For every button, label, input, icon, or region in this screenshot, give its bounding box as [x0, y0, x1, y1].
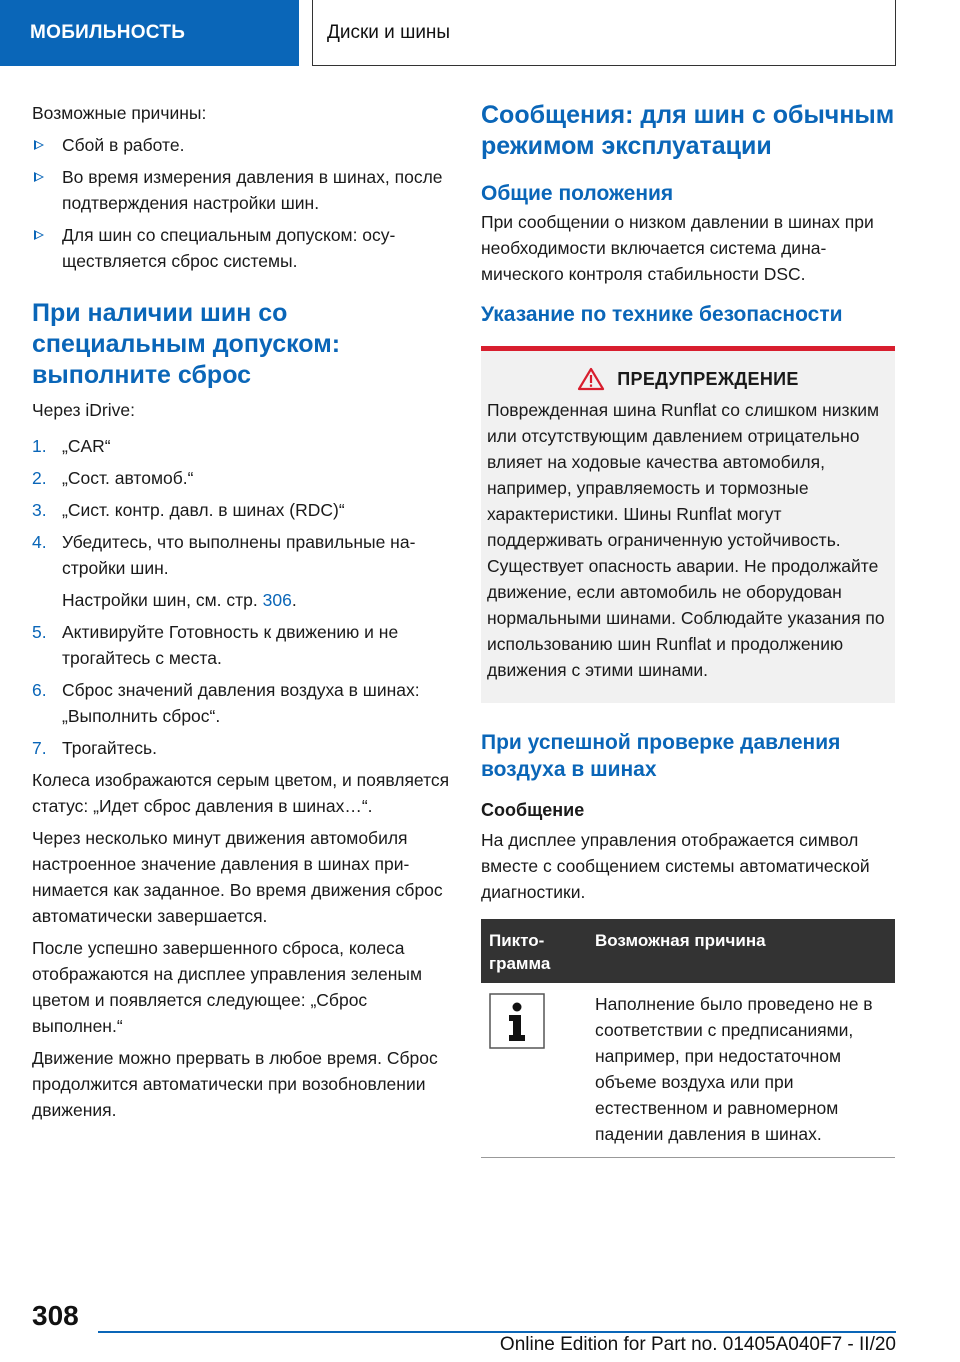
step-item: 4. Убедитесь, что выполнены правильные настройки шин. [32, 532, 416, 578]
step-item: 1. „CAR“ [32, 436, 111, 456]
step-item: 3. „Сист. контр. давл. в шинах (RDC)“ [32, 500, 345, 520]
table-header: Возможная причина [587, 919, 895, 983]
subheading-check: При успешной проверке давления воздуха в шинах [481, 731, 841, 781]
step-item: 6. Сброс значений давления воздуха в шинах: „Выполнить сброс“. [32, 680, 420, 726]
warning-triangle-icon [577, 367, 605, 391]
warning-text: Поврежденная шина Runflat со слишком низким или отсутствующим давлением отрицательно влияет на ходовые качества автомобиля, например, управляемость и тормозные характеристики. Шины Runflat могут поддерживать ограниченную устойчивость. Существует опасность аварии. Не продолжайте движение, если автомобиль не оборудован нормальными шинами. Соблюдайте указания по использованию шин Runflat и продолжению движения с этими шинами. [487, 400, 885, 680]
bullet-icon [34, 230, 44, 240]
page-link[interactable]: 306 [262, 590, 292, 610]
chapter-title: Диски и шины [312, 0, 896, 66]
list-item: Во время измерения давления в шинах, после подтверждения настройки шин. [32, 164, 452, 216]
paragraph: После успешно завершенного сброса, колеса отображаются на дисплее управления зеленым цветом и появляется следующее: „Сброс выполнен.“ [32, 938, 422, 1036]
bullet-icon [34, 172, 44, 182]
via-label: Через iDrive: [32, 400, 135, 420]
section-heading: Сообщения: для шин с обычным режимом эксплуатации [481, 101, 895, 160]
right-column [481, 100, 895, 1158]
warning-title: ПРЕДУПРЕЖДЕНИЕ [617, 368, 799, 389]
step-note: Настройки шин, см. стр. 306. [62, 590, 297, 610]
table-row [481, 983, 895, 1158]
footer-edition: Online Edition for Part no. 01405A040F7 - II/20 [499, 1334, 896, 1355]
paragraph: На дисплее управления отображается символ вместе с сообщением системы автоматической диагностики. [481, 830, 870, 902]
pictogram-table [481, 919, 895, 1158]
paragraph: Через несколько минут движения автомобиля настроенное значение давления в шинах принимается как заданное. Во время движения сброс автоматически завершается. [32, 828, 443, 926]
subheading-general: Общие положения [481, 182, 674, 205]
section-title: МОБИЛЬНОСТЬ [0, 0, 299, 66]
section-heading: При наличии шин со специальным допуском: выполните сброс [32, 299, 341, 389]
step-item: 5. Активируйте Готовность к движению и не трогайтесь с места. [32, 622, 399, 668]
step-item: 2. „Сост. автомоб.“ [32, 468, 194, 488]
paragraph: Колеса изображаются серым цветом, и появляется статус: „Идет сброс давления в шинах…“. [32, 770, 450, 816]
table-header: Пиктограмма [481, 919, 587, 983]
list-item: Для шин со специальным допуском: осуществляется сброс системы. [32, 222, 452, 274]
subheading-message: Сообщение [481, 800, 585, 820]
subheading-safety: Указание по технике безопасности [481, 303, 843, 326]
step-item: 7. Трогайтесь. [32, 738, 157, 758]
footer-rule [98, 1331, 896, 1333]
table-cell: Наполнение было проведено не в соответствии с предписаниями, например, при недостаточном объеме воздуха или при естественном и равномерном падении давления в шинах. [587, 983, 895, 1158]
causes-intro: Возможные причины: [32, 103, 207, 123]
warning-box [481, 351, 895, 703]
paragraph: При сообщении о низком давлении в шинах при необходимости включается система динамического контроля стабильности DSC. [481, 212, 874, 284]
paragraph: Движение можно прервать в любое время. Сброс продолжится автоматически при возобновлении движения. [32, 1048, 438, 1120]
info-icon [489, 993, 545, 1049]
page-number: 308 [32, 1300, 79, 1331]
bullet-icon [34, 140, 44, 150]
left-column [32, 100, 452, 1123]
page-header [0, 0, 960, 66]
list-item: Сбой в работе. [32, 132, 452, 158]
